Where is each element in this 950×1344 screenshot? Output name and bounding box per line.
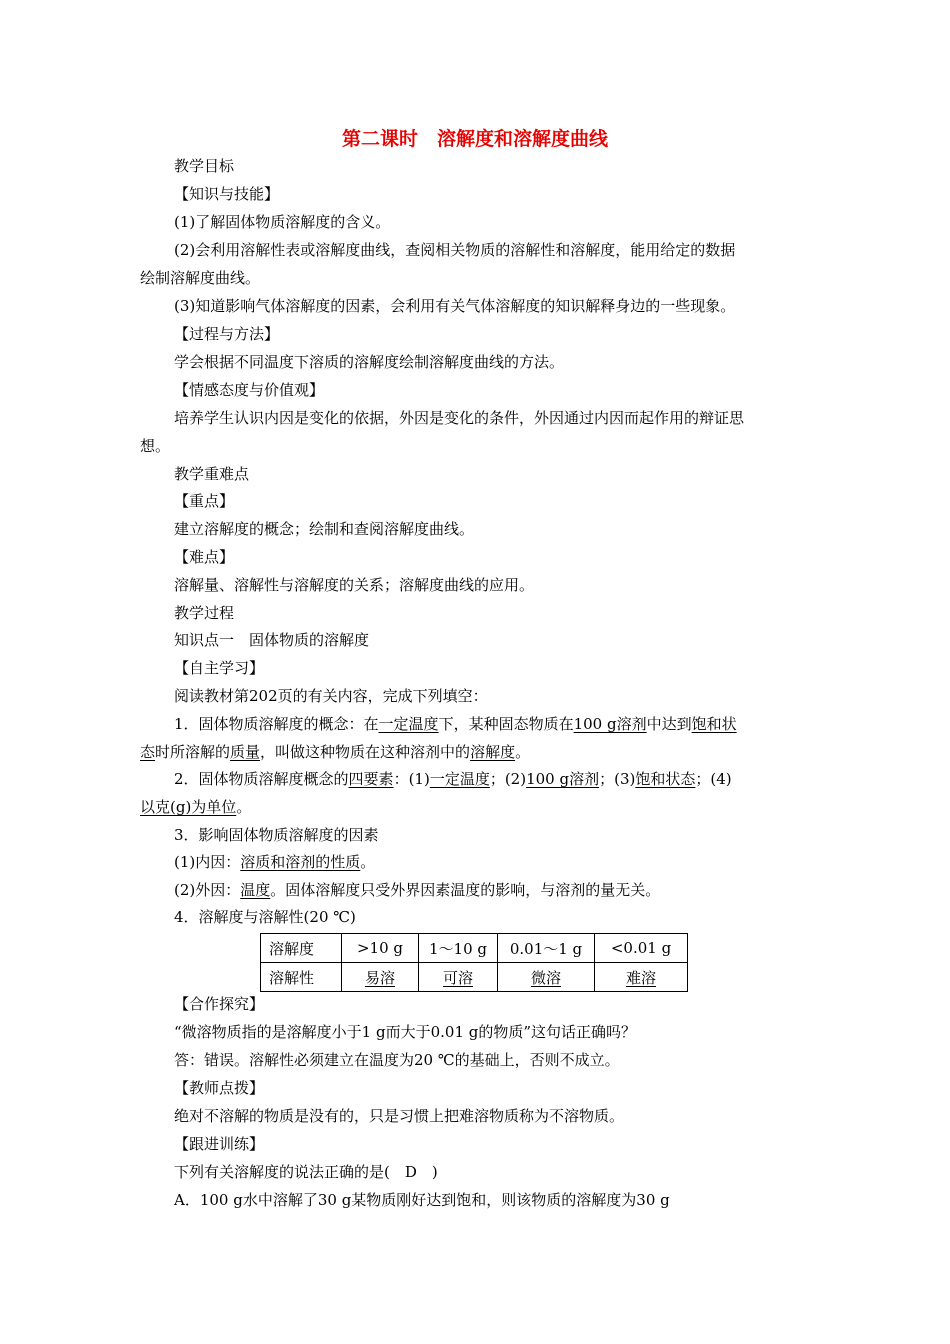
diff-heading: 【难点】	[174, 548, 235, 566]
knowledge-heading: 【知识与技能】	[174, 185, 280, 203]
answer-blank: 可溶	[442, 968, 473, 987]
question-3-heading: 3．影响固体物质溶解度的因素	[174, 826, 379, 844]
answer-blank: 饱和状态	[635, 770, 696, 788]
answer-blank: 溶质和溶剂的性质	[240, 853, 361, 871]
question-1: 1．固体物质溶解度的概念：在一定温度下，某种固态物质在100 g溶剂中达到饱和状	[174, 715, 737, 733]
knowledge-item-1: (1)了解固体物质溶解度的含义。	[174, 213, 391, 231]
follow-heading: 【跟进训练】	[174, 1135, 265, 1153]
answer-blank: 易溶	[364, 968, 395, 987]
knowledge-item-3: (3)知道影响气体溶解度的因素，会利用有关气体溶解度的知识解释身边的一些现象。	[174, 297, 736, 315]
answer-blank: 难溶	[625, 968, 656, 987]
knowledge-item-2: (2)会利用溶解性表或溶解度曲线，查阅相关物质的溶解性和溶解度，能用给定的数据	[174, 241, 736, 259]
key-heading: 【重点】	[174, 492, 235, 510]
table-cell	[595, 963, 688, 992]
answer-blank: 溶解度	[470, 743, 516, 761]
question-4-heading: 4．溶解度与溶解性(20 ℃)	[174, 908, 356, 926]
process-heading: 【过程与方法】	[174, 325, 280, 343]
table-cell: 0.01～1 g	[498, 934, 595, 963]
attitude-text: 培养学生认识内因是变化的依据，外因是变化的条件，外因通过内因而起作用的辩证思	[174, 409, 745, 427]
answer-blank: 一定温度	[378, 715, 439, 733]
answer-blank: 温度	[240, 881, 271, 899]
follow-question: 下列有关溶解度的说法正确的是( D )	[174, 1163, 438, 1181]
table-cell: <0.01 g	[595, 934, 688, 963]
table-cell: 溶解度	[261, 934, 342, 963]
answer-blank: 一定温度	[429, 770, 490, 788]
attitude-heading: 【情感态度与价值观】	[174, 381, 325, 399]
question-3-outer: (2)外因：温度。固体溶解度只受外界因素温度的影响，与溶剂的量无关。	[174, 881, 661, 899]
process2-heading: 教学过程	[174, 604, 235, 622]
table-cell	[342, 963, 419, 992]
table-cell: >10 g	[342, 934, 419, 963]
teacher-text: 绝对不溶解的物质是没有的，只是习惯上把难溶物质称为不溶物质。	[174, 1107, 625, 1125]
table-cell: 溶解性	[261, 963, 342, 992]
answer-blank: 100 g溶剂	[573, 715, 647, 733]
point1-heading: 知识点一 固体物质的溶解度	[174, 631, 370, 649]
question-2-cont: 以克(g)为单位。	[140, 798, 252, 816]
answer-blank: 微溶	[530, 968, 561, 987]
table-row	[261, 934, 688, 963]
question-1-cont: 态时所溶解的质量，叫做这种物质在这种溶剂中的溶解度。	[140, 743, 531, 761]
key-text: 建立溶解度的概念；绘制和查阅溶解度曲线。	[174, 520, 475, 538]
knowledge-item-2-cont: 绘制溶解度曲线。	[140, 269, 261, 287]
page-title: 第二课时 溶解度和溶解度曲线	[341, 128, 608, 150]
answer-blank: 四要素	[348, 770, 394, 788]
table-cell	[498, 963, 595, 992]
table-row	[261, 963, 688, 992]
cooperation-question: “微溶物质指的是溶解度小于1 g而大于0.01 g的物质”这句话正确吗？	[174, 1023, 637, 1041]
answer-blank: 饱和状	[691, 715, 737, 733]
cooperation-answer: 答：错误。溶解性必须建立在温度为20 ℃的基础上，否则不成立。	[174, 1051, 620, 1069]
attitude-text-cont: 想。	[140, 437, 171, 455]
diff-text: 溶解量、溶解性与溶解度的关系；溶解度曲线的应用。	[174, 576, 535, 594]
solubility-table	[260, 933, 688, 992]
answer-blank: 100 g溶剂	[526, 770, 600, 788]
table-cell	[419, 963, 498, 992]
table-cell: 1～10 g	[419, 934, 498, 963]
goals-heading: 教学目标	[174, 157, 235, 175]
answer-blank: 以克(g)为单位	[140, 798, 237, 816]
question-2: 2．固体物质溶解度概念的四要素：(1)一定温度；(2)100 g溶剂；(3)饱和状态；(4)	[174, 770, 732, 788]
answer-blank: 质量	[230, 743, 261, 761]
teacher-heading: 【教师点拨】	[174, 1079, 265, 1097]
process-text: 学会根据不同温度下溶质的溶解度绘制溶解度曲线的方法。	[174, 353, 565, 371]
question-3-inner: (1)内因：溶质和溶剂的性质。	[174, 853, 376, 871]
keydiff-heading: 教学重难点	[174, 465, 250, 483]
cooperation-heading: 【合作探究】	[174, 995, 265, 1013]
reading-instruction: 阅读教材第202页的有关内容，完成下列填空：	[174, 687, 488, 705]
option-a: A．100 g水中溶解了30 g某物质刚好达到饱和，则该物质的溶解度为30 g	[174, 1191, 670, 1209]
answer-blank: 态	[140, 743, 156, 761]
self-study-heading: 【自主学习】	[174, 659, 265, 677]
